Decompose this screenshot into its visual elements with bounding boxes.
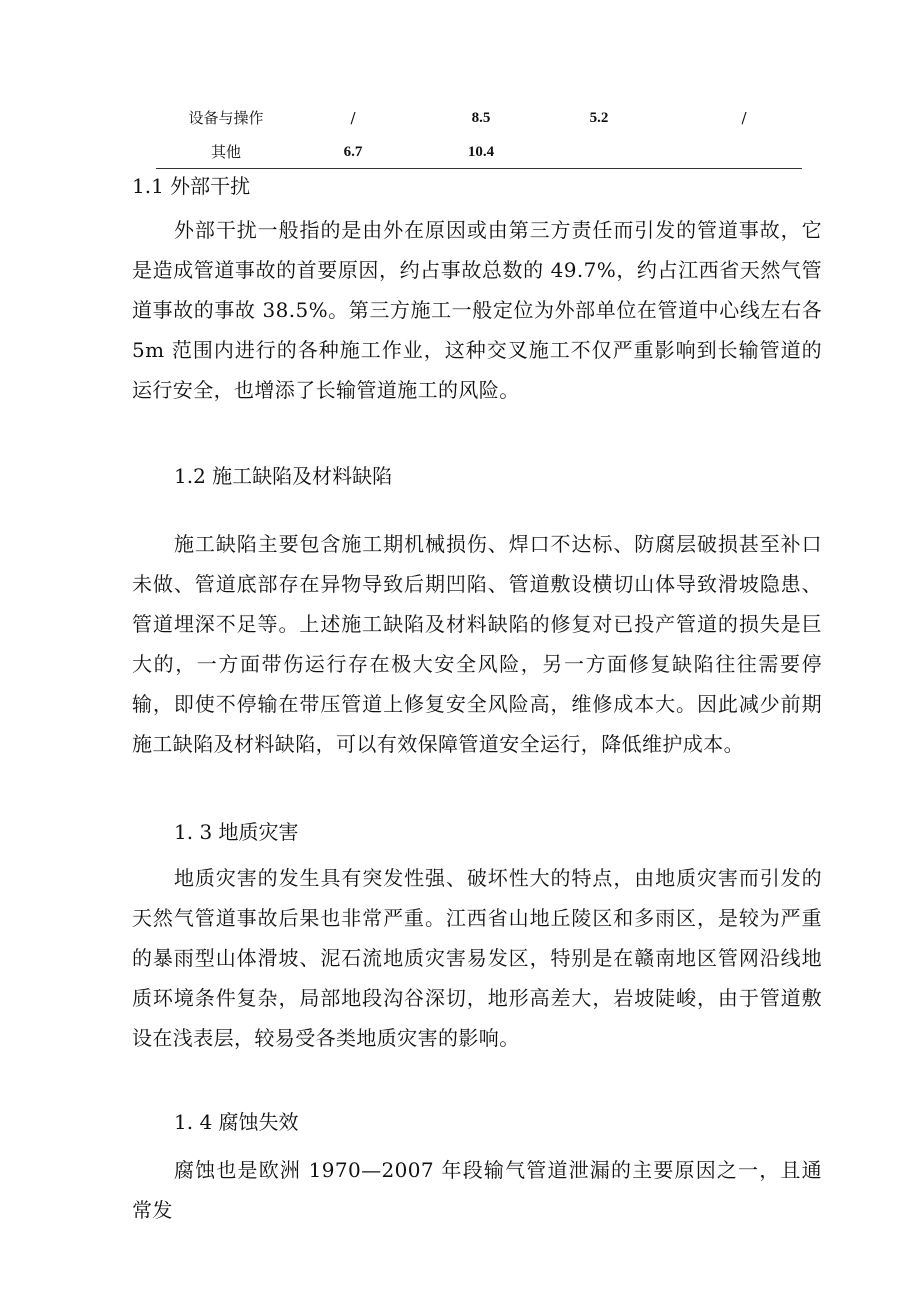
table-row xyxy=(156,138,802,166)
row-value: 10.4 xyxy=(467,144,495,160)
row-value: / xyxy=(741,109,747,127)
section-heading-external-interference: 1.1 外部干扰 xyxy=(132,174,251,198)
section-body-geological-hazards: 地质灾害的发生具有突发性强、破坏性大的特点，由地质灾害而引发的天然气管道事故后果也非常严重。江西省山地丘陵区和多雨区，是较为严重的暴雨型山体滑坡、泥石流地质灾害易发区，特别是在赣南地区管网沿线地质环境条件复杂，局部地段沟谷深切，地形高差大，岩坡陡峻，由于管道敷设在浅表层，较易受各类地质灾害的影响。 xyxy=(132,866,822,1050)
table-bottom-rule xyxy=(156,168,802,169)
section-body-external-interference: 外部干扰一般指的是由外在原因或由第三方责任而引发的管道事故，它是造成管道事故的首要原因，约占事故总数的 49.7%，约占江西省天然气管道事故的事故 38.5%。第三方施工一般定位为外部单位在管道中心线左右各 5m 范围内进行的各种施工作业，这种交叉施工不仅严重影响到长输管道的运行安全，也增添了长输管道施工的风险。 xyxy=(132,218,822,402)
row-category: 设备与操作 xyxy=(188,109,264,127)
table-row xyxy=(156,104,802,132)
row-value: 5.2 xyxy=(589,110,609,126)
accident-cause-table xyxy=(156,104,802,170)
row-value: / xyxy=(350,109,356,127)
section-heading-corrosion-failure: 1. 4 腐蚀失效 xyxy=(174,1110,299,1134)
row-value: 6.7 xyxy=(343,144,363,160)
section-heading-geological-hazards: 1. 3 地质灾害 xyxy=(174,820,299,844)
section-body-construction-defects: 施工缺陷主要包含施工期机械损伤、焊口不达标、防腐层破损甚至补口未做、管道底部存在异物导致后期凹陷、管道敷设横切山体导致滑坡隐患、管道埋深不足等。上述施工缺陷及材料缺陷的修复对已投产管道的损失是巨大的，一方面带伤运行存在极大安全风险，另一方面修复缺陷往往需要停输，即使不停输在带压管道上修复安全风险高，维修成本大。因此减少前期施工缺陷及材料缺陷，可以有效保障管道安全运行，降低维护成本。 xyxy=(132,532,822,756)
section-body-corrosion-failure: 腐蚀也是欧洲 1970—2007 年段输气管道泄漏的主要原因之一，且通常发 xyxy=(132,1158,822,1222)
row-category: 其他 xyxy=(210,143,241,161)
row-value: 8.5 xyxy=(471,110,491,126)
section-heading-construction-defects: 1.2 施工缺陷及材料缺陷 xyxy=(174,464,393,488)
